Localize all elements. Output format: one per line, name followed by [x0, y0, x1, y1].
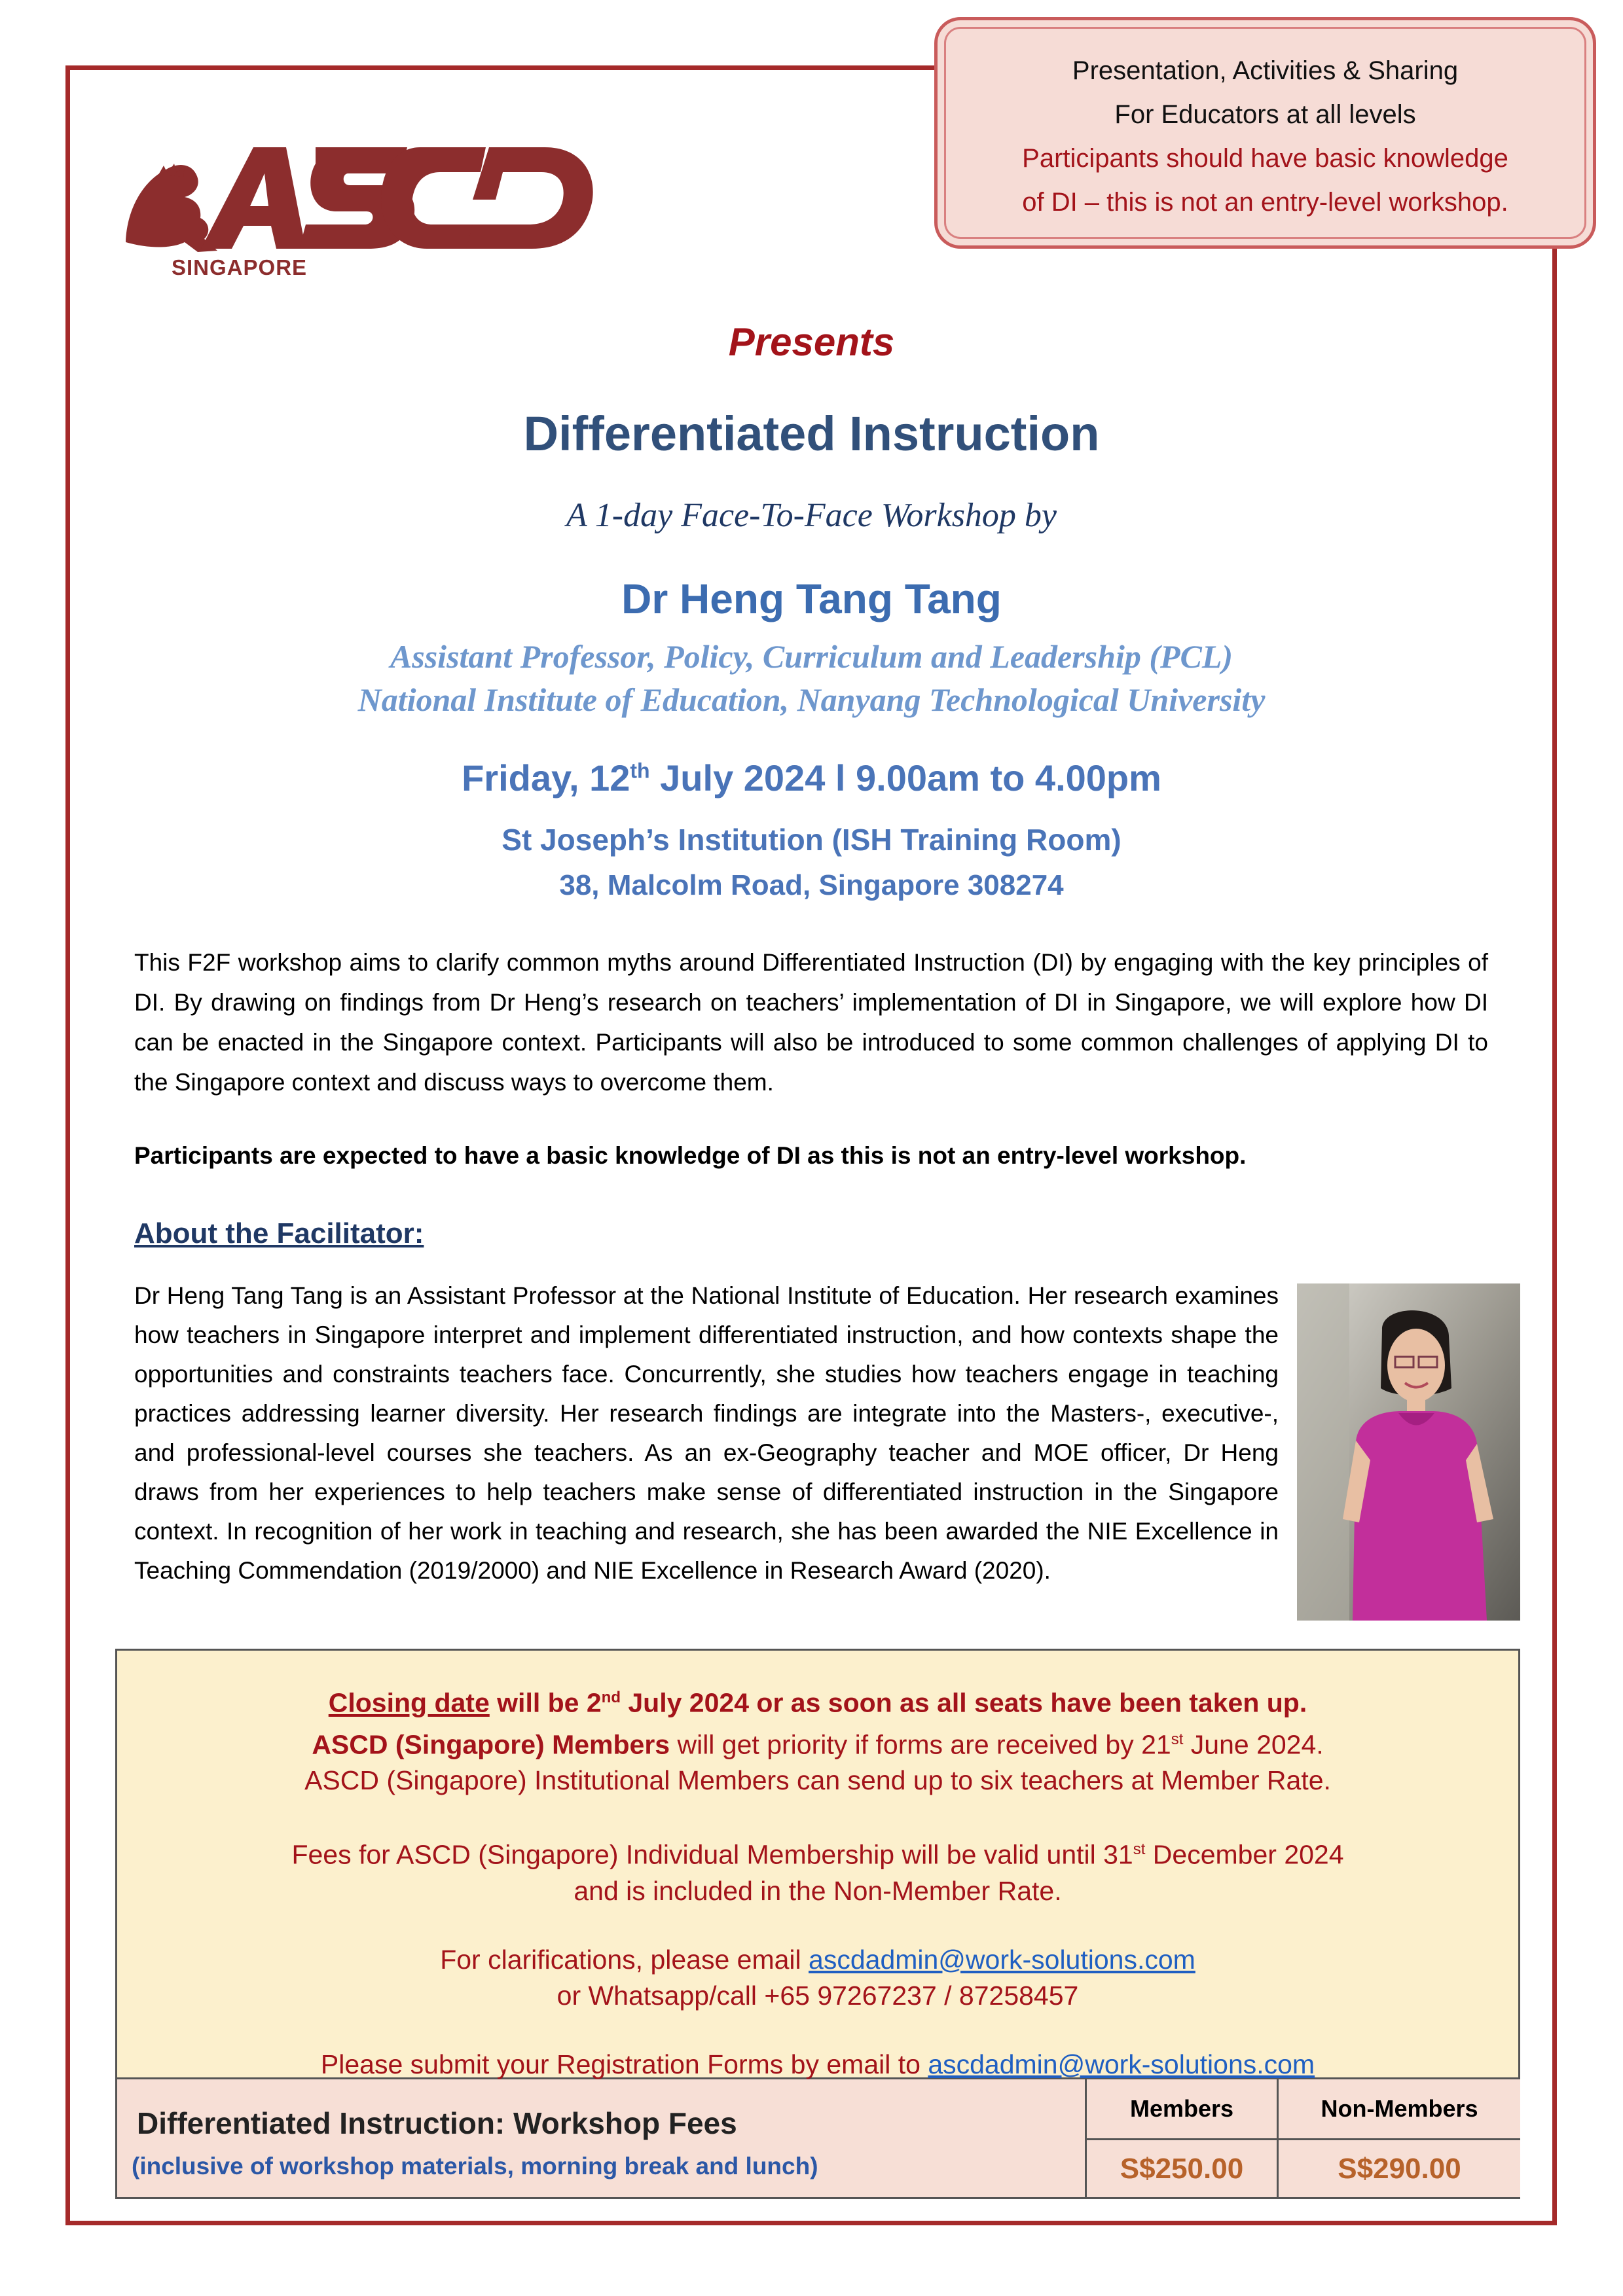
workshop-subtitle: A 1-day Face-To-Face Workshop by	[566, 497, 1057, 534]
priority-rest-a: will get priority if forms are received by 21	[670, 1729, 1171, 1760]
submit-line	[117, 2047, 1518, 2083]
closing-rest-b: July 2024 or as soon as all seats have been taken up.	[620, 1687, 1307, 1718]
callout-line-1: Presentation, Activities & Sharing	[1072, 56, 1459, 85]
priority-line	[117, 1721, 1518, 1763]
role-line-2: National Institute of Education, Nanyang Technological University	[357, 681, 1266, 718]
about-heading: About the Facilitator:	[134, 1217, 424, 1249]
membership-fees-line-2: and is included in the Non-Member Rate.	[574, 1875, 1062, 1906]
registration-info-box	[115, 1649, 1520, 2079]
clarify-email-link[interactable]: ascdadmin@work-solutions.com	[809, 1944, 1195, 1975]
presenter-name: Dr Heng Tang Tang	[621, 575, 1002, 622]
closing-rest-a: will be 2	[489, 1687, 602, 1718]
fees-subtitle: (inclusive of workshop materials, morning break and lunch)	[132, 2153, 818, 2179]
submit-email-link[interactable]: ascdadmin@work-solutions.com	[928, 2049, 1315, 2079]
fees-sup: st	[1133, 1840, 1146, 1859]
event-venue: St Joseph’s Institution (ISH Training Room)	[501, 823, 1122, 857]
date-sup: th	[630, 759, 650, 783]
facilitator-bio: Dr Heng Tang Tang is an Assistant Professor at the National Institute of Education. Her research examines how teachers in Singapore interpret and implement differentiated instruction, and how contexts shape the opportunities and constraints teachers face. Concurrently, she studies how teachers engage in teaching practices addressing learner diversity. Her research findings are integrate into the Masters-, executive-, and professional-level courses she teachers. As an ex-Geography teacher and MOE officer, Dr Heng draws from her experiences to help teachers make sense of differentiated instruction in the Singapore context. In recognition of her work in teaching and research, she has been awarded the NIE Excellence in Teaching Commendation (2019/2000) and NIE Excellence in Research Award (2020).	[134, 1282, 1279, 1584]
fees-line-a: Fees for ASCD (Singapore) Individual Membership will be valid until 31	[291, 1839, 1133, 1870]
members-header: Members	[1087, 2079, 1277, 2140]
priority-bold: ASCD (Singapore) Members	[312, 1729, 670, 1760]
whatsapp-line: or Whatsapp/call +65 97267237 / 87258457	[556, 1980, 1079, 2011]
date-suffix: July 2024 l 9.00am to 4.00pm	[649, 757, 1161, 798]
closing-date-line	[117, 1679, 1518, 1721]
presenter-role	[0, 635, 1623, 721]
event-date	[0, 757, 1623, 799]
closing-sup: nd	[601, 1689, 621, 1706]
clarify-text: For clarifications, please email	[440, 1944, 809, 1975]
role-line-1: Assistant Professor, Policy, Curriculum and Leadership (PCL)	[390, 638, 1233, 675]
logo-subtitle: SINGAPORE	[172, 255, 308, 279]
priority-rest-b: June 2024.	[1183, 1729, 1324, 1760]
callout-line-2: For Educators at all levels	[1114, 100, 1416, 129]
members-column	[1085, 2079, 1277, 2197]
clarification-line	[117, 1942, 1518, 1978]
members-price: S$250.00	[1087, 2140, 1277, 2197]
workshop-title: Differentiated Instruction	[523, 406, 1100, 461]
facilitator-photo	[1297, 1283, 1520, 1621]
ascd-wordmark	[201, 147, 593, 249]
submit-text: Please submit your Registration Forms by email to	[320, 2049, 928, 2079]
audience-callout	[934, 17, 1596, 249]
callout-line-3: Participants should have basic knowledge	[1022, 144, 1508, 173]
closing-date-label: Closing date	[328, 1687, 490, 1718]
presents-label: Presents	[728, 320, 895, 364]
fees-title: Differentiated Instruction: Workshop Fees	[137, 2106, 737, 2140]
nonmembers-price: S$290.00	[1279, 2140, 1520, 2197]
membership-fees-line	[117, 1831, 1518, 1873]
fees-line-b: December 2024	[1145, 1839, 1344, 1870]
callout-line-4: of DI – this is not an entry-level workshop.	[1022, 188, 1508, 217]
fees-table	[115, 2079, 1520, 2199]
nonmembers-header: Non-Members	[1279, 2079, 1520, 2140]
priority-sup: st	[1171, 1730, 1184, 1748]
intro-paragraph: This F2F workshop aims to clarify common myths around Differentiated Instruction (DI) by engaging with the key principles of DI. By drawing on findings from Dr Heng’s research on teachers’ implementation of DI in Singapore, we will explore how DI can be enacted in the Singapore context. Participants will also be introduced to some common challenges of applying DI to the Singapore context and discuss ways to overcome them.	[134, 949, 1488, 1096]
nonmembers-column	[1277, 2079, 1520, 2197]
prerequisite-note: Participants are expected to have a basic knowledge of DI as this is not an entry-level workshop.	[134, 1142, 1247, 1169]
institutional-line: ASCD (Singapore) Institutional Members can send up to six teachers at Member Rate.	[304, 1765, 1331, 1796]
date-prefix: Friday, 12	[462, 757, 630, 798]
event-address: 38, Malcolm Road, Singapore 308274	[559, 869, 1064, 901]
